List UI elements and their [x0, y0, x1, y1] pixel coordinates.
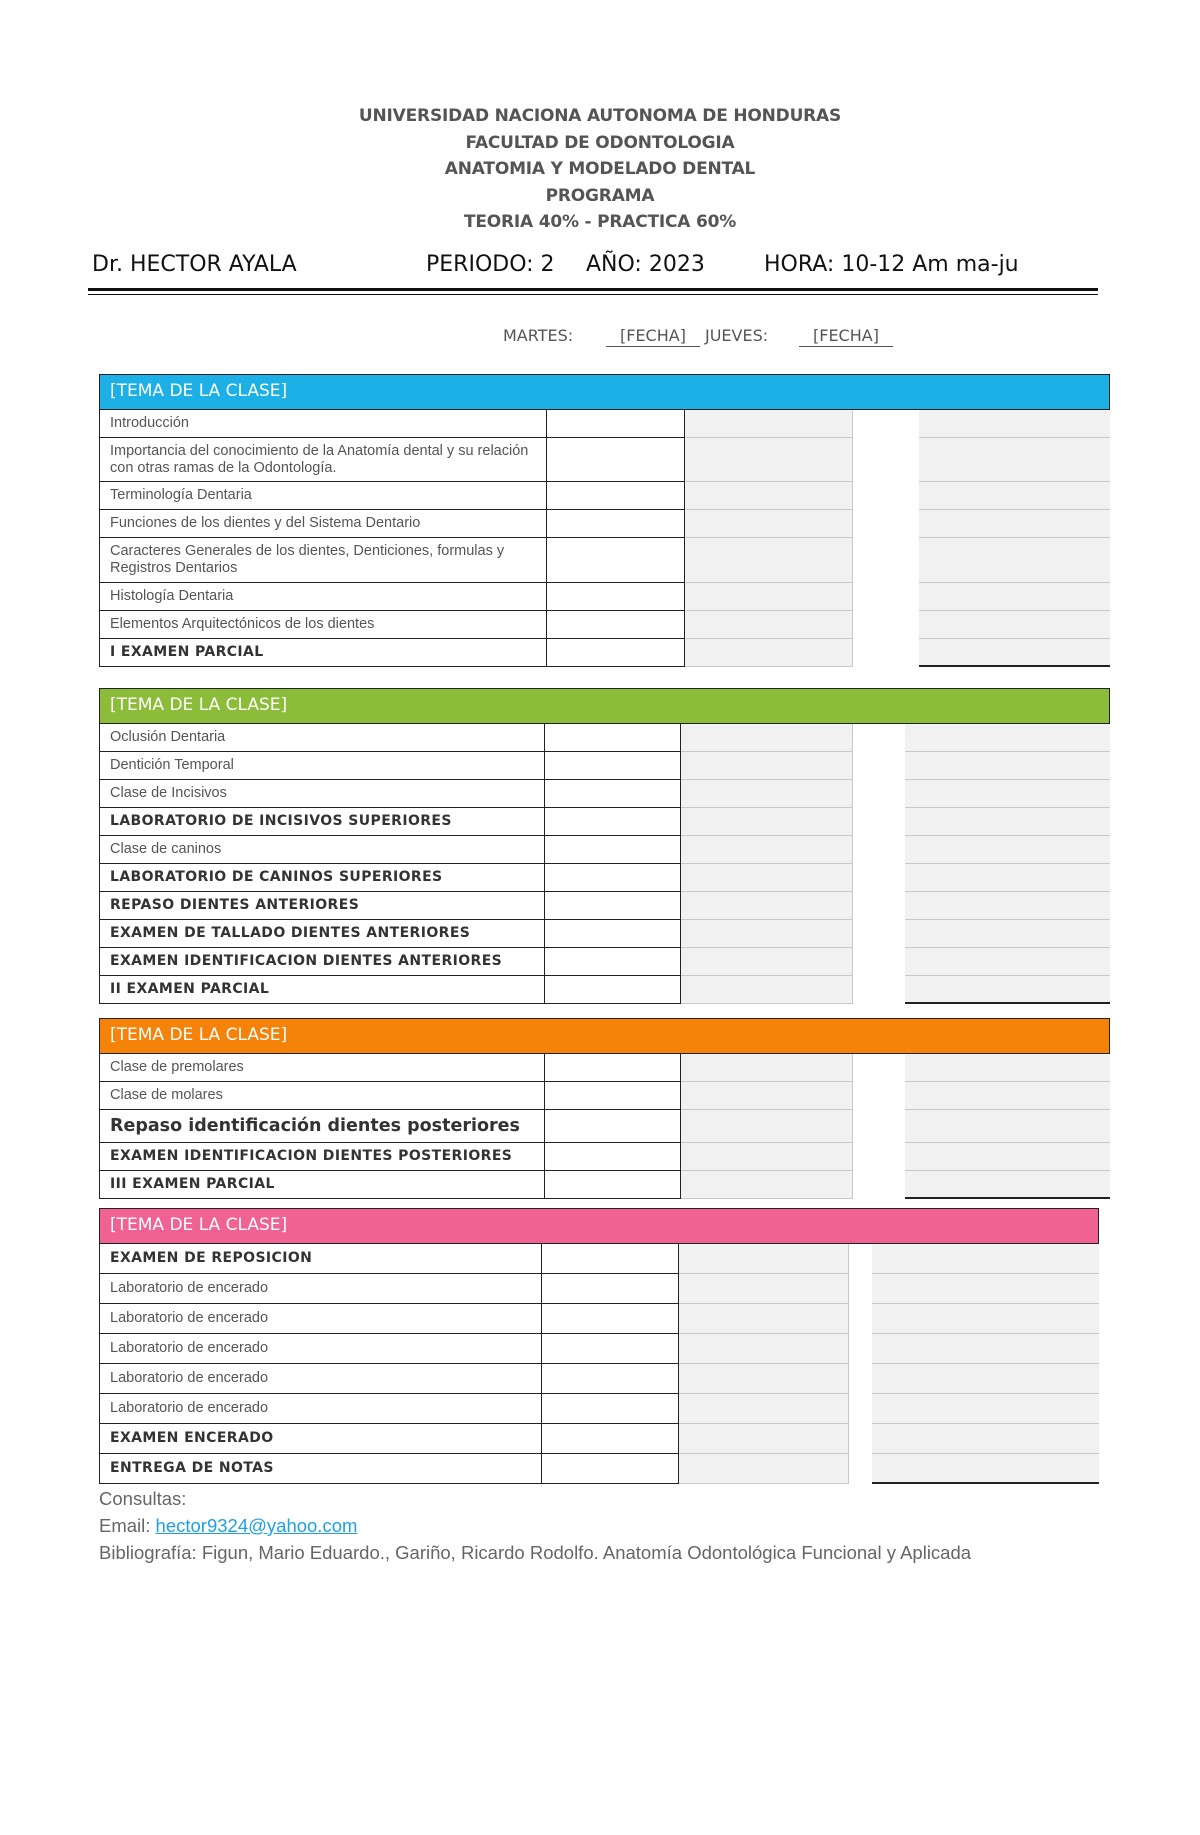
grey-cell[interactable]	[681, 752, 853, 780]
topic-label: Laboratorio de encerado	[99, 1364, 542, 1394]
date-cell[interactable]	[545, 1171, 681, 1199]
grey-cell[interactable]	[681, 920, 853, 948]
table-row	[99, 1244, 1099, 1274]
table-row	[99, 510, 1110, 538]
grey-cell[interactable]	[905, 752, 1110, 780]
grey-cell[interactable]	[905, 808, 1110, 836]
table-row	[99, 752, 1110, 780]
topic-label: Dentición Temporal	[99, 752, 545, 780]
date-cell[interactable]	[542, 1364, 679, 1394]
course-name: ANATOMIA Y MODELADO DENTAL	[444, 159, 756, 179]
period: PERIODO: 2	[426, 252, 555, 277]
table-row	[99, 1454, 1099, 1484]
email-label: Email:	[99, 1515, 156, 1536]
topic-label: Clase de Incisivos	[99, 780, 545, 808]
grey-cell[interactable]	[685, 639, 853, 667]
table-row	[99, 611, 1110, 639]
topic-label: Laboratorio de encerado	[99, 1304, 542, 1334]
topic-label: EXAMEN ENCERADO	[99, 1424, 542, 1454]
grey-cell[interactable]	[919, 482, 1110, 510]
martes-date: [FECHA]	[606, 326, 700, 347]
grey-cell[interactable]	[685, 438, 853, 482]
grey-cell[interactable]	[681, 724, 853, 752]
table-row	[99, 892, 1110, 920]
table-row	[99, 1054, 1110, 1082]
grey-cell[interactable]	[905, 948, 1110, 976]
date-cell[interactable]	[545, 1082, 681, 1110]
table-row	[99, 1082, 1110, 1110]
table-row	[99, 1424, 1099, 1454]
date-cell[interactable]	[547, 482, 685, 510]
grey-cell[interactable]	[919, 583, 1110, 611]
grey-cell[interactable]	[919, 639, 1110, 667]
table-row	[99, 1364, 1099, 1394]
date-cell[interactable]	[547, 639, 685, 667]
course-info-bar	[92, 252, 1092, 282]
grey-cell[interactable]	[681, 836, 853, 864]
grey-cell[interactable]	[679, 1304, 849, 1334]
topic-label: Introducción	[99, 410, 547, 438]
date-cell[interactable]	[542, 1394, 679, 1424]
table-row	[99, 1304, 1099, 1334]
date-cell[interactable]	[542, 1274, 679, 1304]
table-row	[99, 1334, 1099, 1364]
grey-cell[interactable]	[681, 780, 853, 808]
grey-cell[interactable]	[872, 1244, 1099, 1274]
topic-label: ENTREGA DE NOTAS	[99, 1454, 542, 1484]
grey-cell[interactable]	[681, 1110, 853, 1143]
schedule-section-4	[99, 1208, 1099, 1484]
document-header	[0, 103, 1200, 236]
table-row	[99, 1394, 1099, 1424]
table-row	[99, 1143, 1110, 1171]
table-row	[99, 1274, 1099, 1304]
table-row	[99, 538, 1110, 583]
grey-cell[interactable]	[685, 538, 853, 583]
topic-label: EXAMEN DE REPOSICION	[99, 1244, 542, 1274]
table-row	[99, 438, 1110, 482]
date-cell[interactable]	[545, 864, 681, 892]
topic-label: Terminología Dentaria	[99, 482, 547, 510]
date-cell[interactable]	[545, 808, 681, 836]
grey-cell[interactable]	[905, 1082, 1110, 1110]
topic-label: Caracteres Generales de los dientes, Denticiones, formulas y Registros Dentarios	[99, 538, 547, 583]
topic-label: LABORATORIO DE INCISIVOS SUPERIORES	[99, 808, 545, 836]
grey-cell[interactable]	[905, 1110, 1110, 1143]
date-cell[interactable]	[545, 976, 681, 1004]
grey-cell[interactable]	[905, 1143, 1110, 1171]
topic-label: Histología Dentaria	[99, 583, 547, 611]
topic-label: Laboratorio de encerado	[99, 1394, 542, 1424]
grey-cell[interactable]	[905, 920, 1110, 948]
grey-cell[interactable]	[919, 410, 1110, 438]
header-divider-thin	[88, 294, 1098, 295]
topic-label: REPASO DIENTES ANTERIORES	[99, 892, 545, 920]
grey-cell[interactable]	[685, 510, 853, 538]
document-title: PROGRAMA	[545, 185, 655, 206]
table-row	[99, 920, 1110, 948]
topic-label: LABORATORIO DE CANINOS SUPERIORES	[99, 864, 545, 892]
date-cell[interactable]	[542, 1424, 679, 1454]
table-row	[99, 948, 1110, 976]
date-cell[interactable]	[542, 1334, 679, 1364]
consultas-label: Consultas:	[99, 1488, 187, 1509]
date-cell[interactable]	[545, 752, 681, 780]
grey-cell[interactable]	[872, 1274, 1099, 1304]
grey-cell[interactable]	[681, 1082, 853, 1110]
grey-cell[interactable]	[872, 1454, 1099, 1484]
table-row	[99, 808, 1110, 836]
date-cell[interactable]	[547, 611, 685, 639]
date-cell[interactable]	[545, 948, 681, 976]
grey-cell[interactable]	[679, 1274, 849, 1304]
faculty-name: FACULTAD DE ODONTOLOGIA	[465, 132, 735, 153]
date-cell[interactable]	[545, 1110, 681, 1143]
header-divider	[88, 288, 1098, 291]
university-name: UNIVERSIDAD NACIONA AUTONOMA DE HONDURAS	[358, 106, 842, 126]
topic-label: Funciones de los dientes y del Sistema Dentario	[99, 510, 547, 538]
table-row	[99, 864, 1110, 892]
grey-cell[interactable]	[905, 976, 1110, 1004]
grey-cell[interactable]	[679, 1334, 849, 1364]
date-cell[interactable]	[547, 410, 685, 438]
topic-label: Clase de premolares	[99, 1054, 545, 1082]
year: AÑO: 2023	[586, 252, 705, 277]
table-row	[99, 836, 1110, 864]
jueves-date: [FECHA]	[799, 326, 893, 347]
grey-cell[interactable]	[905, 892, 1110, 920]
grey-cell[interactable]	[905, 864, 1110, 892]
section-title: [TEMA DE LA CLASE]	[99, 374, 1110, 410]
grey-cell[interactable]	[905, 780, 1110, 808]
grey-cell[interactable]	[681, 948, 853, 976]
schedule-section-1	[99, 374, 1110, 667]
topic-label: Laboratorio de encerado	[99, 1334, 542, 1364]
email-line	[99, 1512, 971, 1539]
grey-cell[interactable]	[872, 1364, 1099, 1394]
document-footer	[99, 1485, 971, 1566]
topic-label: EXAMEN IDENTIFICACION DIENTES POSTERIORES	[99, 1143, 545, 1171]
date-cell[interactable]	[545, 780, 681, 808]
grey-cell[interactable]	[872, 1334, 1099, 1364]
grey-cell[interactable]	[681, 1054, 853, 1082]
grey-cell[interactable]	[679, 1364, 849, 1394]
date-cell[interactable]	[545, 836, 681, 864]
table-row	[99, 583, 1110, 611]
date-cell[interactable]	[547, 538, 685, 583]
grey-cell[interactable]	[685, 482, 853, 510]
grey-cell[interactable]	[679, 1244, 849, 1274]
date-cell[interactable]	[547, 583, 685, 611]
grey-cell[interactable]	[681, 808, 853, 836]
date-cell[interactable]	[547, 438, 685, 482]
grey-cell[interactable]	[919, 510, 1110, 538]
grey-cell[interactable]	[919, 538, 1110, 583]
topic-label: I EXAMEN PARCIAL	[99, 639, 547, 667]
grey-cell[interactable]	[872, 1424, 1099, 1454]
grey-cell[interactable]	[679, 1424, 849, 1454]
grey-cell[interactable]	[919, 611, 1110, 639]
grey-cell[interactable]	[685, 410, 853, 438]
topic-label: Laboratorio de encerado	[99, 1274, 542, 1304]
topic-label: Clase de caninos	[99, 836, 545, 864]
email-link[interactable]: hector9324@yahoo.com	[155, 1515, 358, 1536]
bibliography: Bibliografía: Figun, Mario Eduardo., Gariño, Ricardo Rodolfo. Anatomía Odontológica Funcional y Aplicada	[99, 1542, 972, 1563]
grey-cell[interactable]	[919, 438, 1110, 482]
date-cell[interactable]	[545, 920, 681, 948]
date-cell[interactable]	[542, 1454, 679, 1484]
grey-cell[interactable]	[905, 724, 1110, 752]
date-cell[interactable]	[542, 1244, 679, 1274]
topic-label: Repaso identificación dientes posteriores	[99, 1110, 545, 1143]
date-cell[interactable]	[545, 892, 681, 920]
topic-label: Importancia del conocimiento de la Anatomía dental y su relación con otras ramas de la Odontología.	[99, 438, 547, 482]
schedule-section-3	[99, 1018, 1110, 1199]
table-row	[99, 780, 1110, 808]
martes-label: MARTES:	[503, 326, 574, 345]
table-row	[99, 1171, 1110, 1199]
date-cell[interactable]	[542, 1304, 679, 1334]
grey-cell[interactable]	[872, 1394, 1099, 1424]
grey-cell[interactable]	[681, 892, 853, 920]
topic-label: EXAMEN DE TALLADO DIENTES ANTERIORES	[99, 920, 545, 948]
table-row	[99, 410, 1110, 438]
doctor-name: Dr. HECTOR AYALA	[92, 252, 297, 277]
topic-label: Clase de molares	[99, 1082, 545, 1110]
topic-label: Elementos Arquitectónicos de los dientes	[99, 611, 547, 639]
jueves-label: JUEVES:	[705, 326, 769, 345]
grey-cell[interactable]	[905, 836, 1110, 864]
grey-cell[interactable]	[679, 1394, 849, 1424]
date-cell[interactable]	[545, 724, 681, 752]
topic-label: Oclusión Dentaria	[99, 724, 545, 752]
grey-cell[interactable]	[681, 1143, 853, 1171]
topic-label: EXAMEN IDENTIFICACION DIENTES ANTERIORES	[99, 948, 545, 976]
date-cell[interactable]	[545, 1143, 681, 1171]
section-title: [TEMA DE LA CLASE]	[99, 688, 1110, 724]
grading-split: TEORIA 40% - PRACTICA 60%	[463, 212, 737, 232]
grey-cell[interactable]	[679, 1454, 849, 1484]
date-cell[interactable]	[547, 510, 685, 538]
section-title: [TEMA DE LA CLASE]	[99, 1208, 1099, 1244]
grey-cell[interactable]	[681, 864, 853, 892]
schedule: HORA: 10-12 Am ma-ju	[764, 252, 1019, 277]
grey-cell[interactable]	[685, 611, 853, 639]
grey-cell[interactable]	[681, 976, 853, 1004]
schedule-section-2	[99, 688, 1110, 1004]
table-row	[99, 639, 1110, 667]
topic-label: II EXAMEN PARCIAL	[99, 976, 545, 1004]
table-row	[99, 482, 1110, 510]
date-cell[interactable]	[545, 1054, 681, 1082]
table-row	[99, 976, 1110, 1004]
grey-cell[interactable]	[872, 1304, 1099, 1334]
section-title: [TEMA DE LA CLASE]	[99, 1018, 1110, 1054]
topic-label: III EXAMEN PARCIAL	[99, 1171, 545, 1199]
grey-cell[interactable]	[681, 1171, 853, 1199]
table-row	[99, 1110, 1110, 1143]
table-row	[99, 724, 1110, 752]
grey-cell[interactable]	[685, 583, 853, 611]
grey-cell[interactable]	[905, 1054, 1110, 1082]
grey-cell[interactable]	[905, 1171, 1110, 1199]
